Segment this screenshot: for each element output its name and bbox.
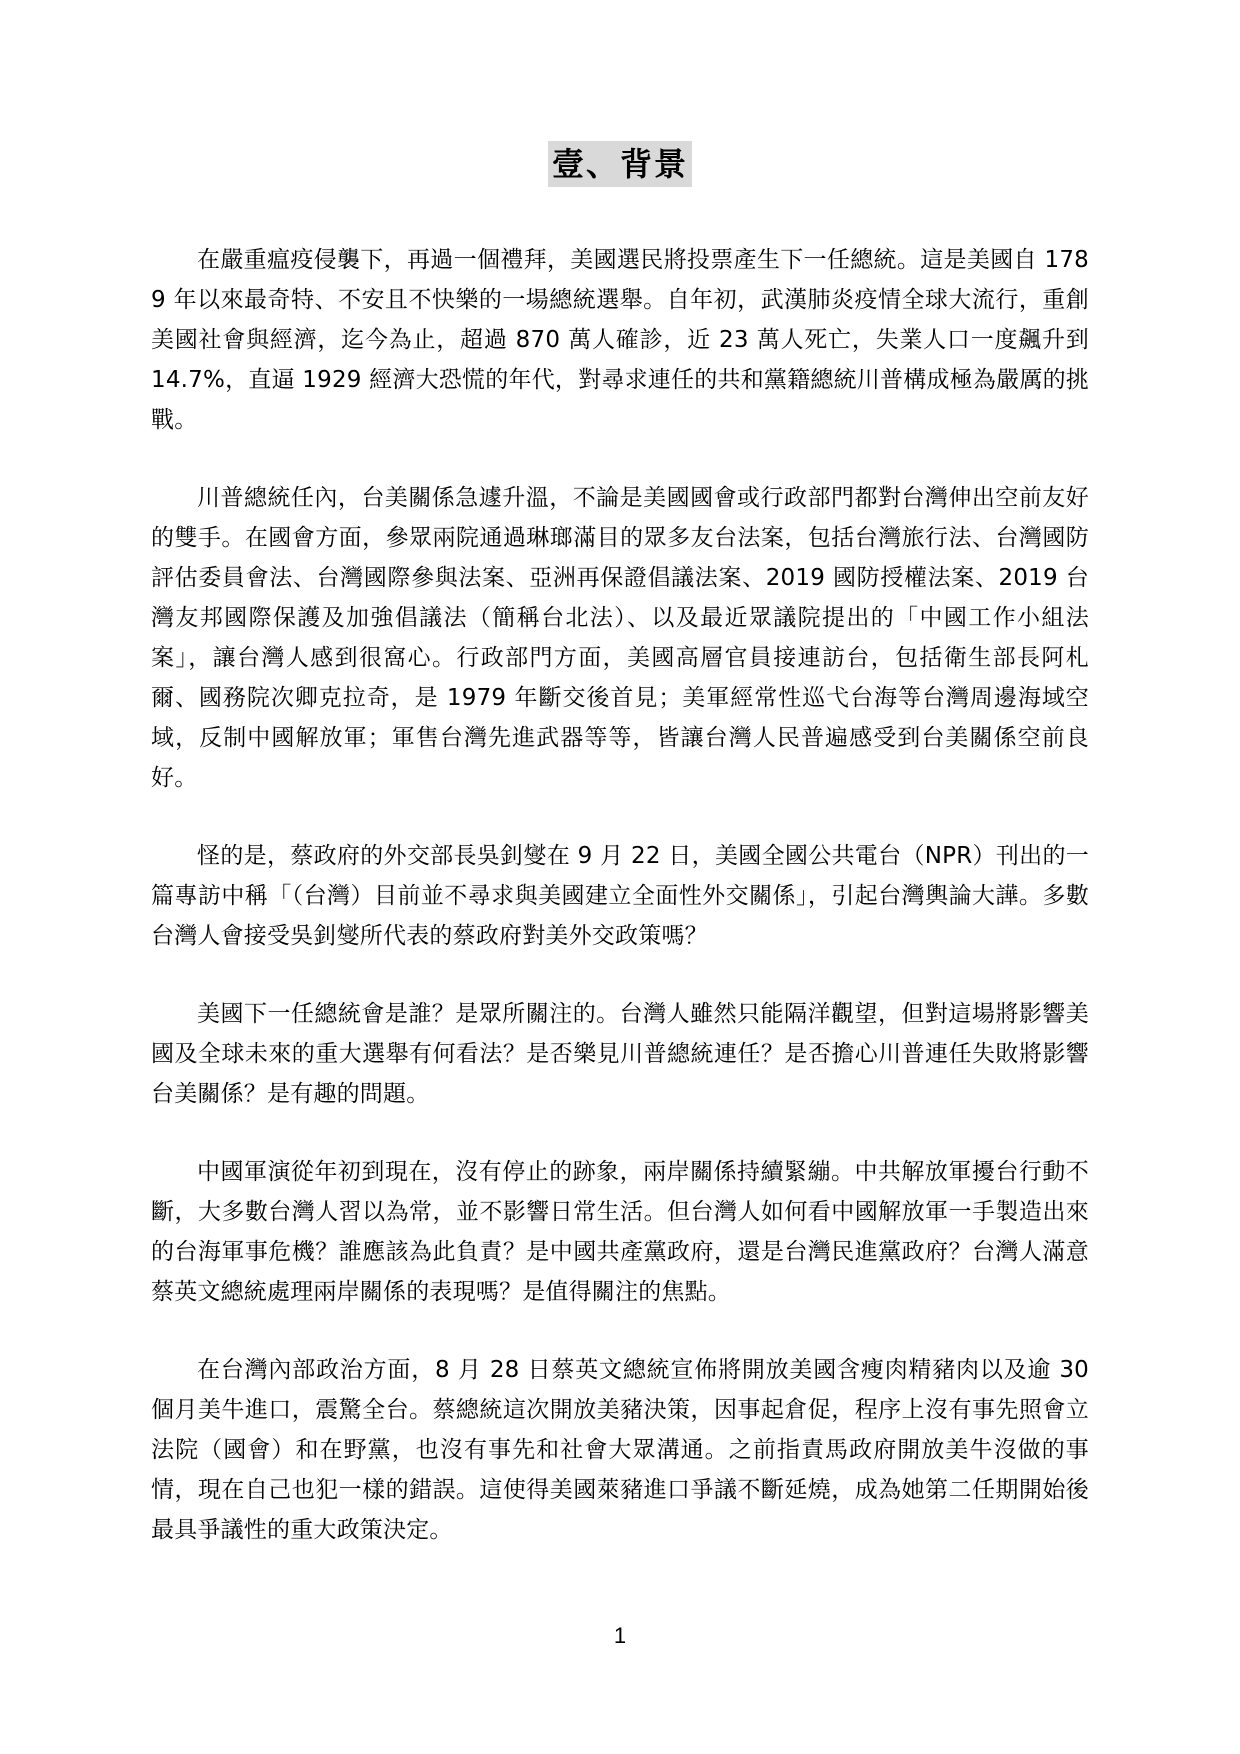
page-number: 1 — [613, 1623, 627, 1648]
paragraph-5: 中國軍演從年初到現在，沒有停止的跡象，兩岸關係持續緊繃。中共解放軍擾台行動不斷，大多數台灣人習以為常，並不影響日常生活。但台灣人如何看中國解放軍一手製造出來的台海軍事危機？誰應該為此負責？是中國共產黨政府，還是台灣民進黨政府？台灣人滿意蔡英文總統處理兩岸關係的表現嗎？是值得關注的焦點。 — [151, 1159, 1089, 1305]
paragraph-4: 美國下一任總統會是誰？是眾所關注的。台灣人雖然只能隔洋觀望，但對這場將影響美國及全球未來的重大選舉有何看法？是否樂見川普總統連任？是否擔心川普連任失敗將影響台美關係？是有趣的問題。 — [151, 1001, 1089, 1107]
paragraph-2: 川普總統任內，台美關係急遽升溫，不論是美國國會或行政部門都對台灣伸出空前友好的雙手。在國會方面，參眾兩院通過琳瑯滿目的眾多友台法案，包括台灣旅行法、台灣國防評估委員會法、台灣國際參與法案、亞洲再保證倡議法案、2019 國防授權法案、2019 台灣友邦國際保護及加強倡議法（簡稱台北法）、以及最近眾議院提出的「中國工作小組法案」，讓台灣人感到很窩心。行政部門方面，美國高層官員接連訪台，包括衛生部長阿札爾、國務院次卿克拉奇，是 1979 年斷交後首見；美軍經常性巡弋台海等台灣周邊海域空域，反制中國解放軍；軍售台灣先進武器等等，皆讓台灣人民普遍感受到台美關係空前良好。 — [151, 485, 1089, 791]
paragraph-6: 在台灣內部政治方面，8 月 28 日蔡英文總統宣佈將開放美國含瘦肉精豬肉以及逾 30 個月美牛進口，震驚全台。蔡總統這次開放美豬決策，因事起倉促，程序上沒有事先照會立法院（國會）和在野黨，也沒有事先和社會大眾溝通。之前指責馬政府開放美牛沒做的事情，現在自己也犯一樣的錯誤。這使得美國萊豬進口爭議不斷延燒，成為她第二任期開始後最具爭議性的重大政策決定。 — [151, 1357, 1089, 1543]
paragraph-3: 怪的是，蔡政府的外交部長吳釗燮在 9 月 22 日，美國全國公共電台（NPR）刊出的一篇專訪中稱「（台灣）目前並不尋求與美國建立全面性外交關係」，引起台灣輿論大譁。多數台灣人會接受吳釗燮所代表的蔡政府對美外交政策嗎？ — [151, 843, 1089, 949]
paragraph-1: 在嚴重瘟疫侵襲下，再過一個禮拜，美國選民將投票產生下一任總統。這是美國自 1789 年以來最奇特、不安且不快樂的一場總統選舉。自年初，武漢肺炎疫情全球大流行，重創美國社會與經濟，迄今為止，超過 870 萬人確診，近 23 萬人死亡，失業人口一度飆升到 14.7%，直逼 1929 經濟大恐慌的年代，對尋求連任的共和黨籍總統川普構成極為嚴厲的挑戰。 — [151, 247, 1089, 433]
heading-container — [0, 141, 1240, 187]
section-heading: 壹、背景 — [548, 141, 692, 187]
document-body — [151, 240, 1089, 1588]
